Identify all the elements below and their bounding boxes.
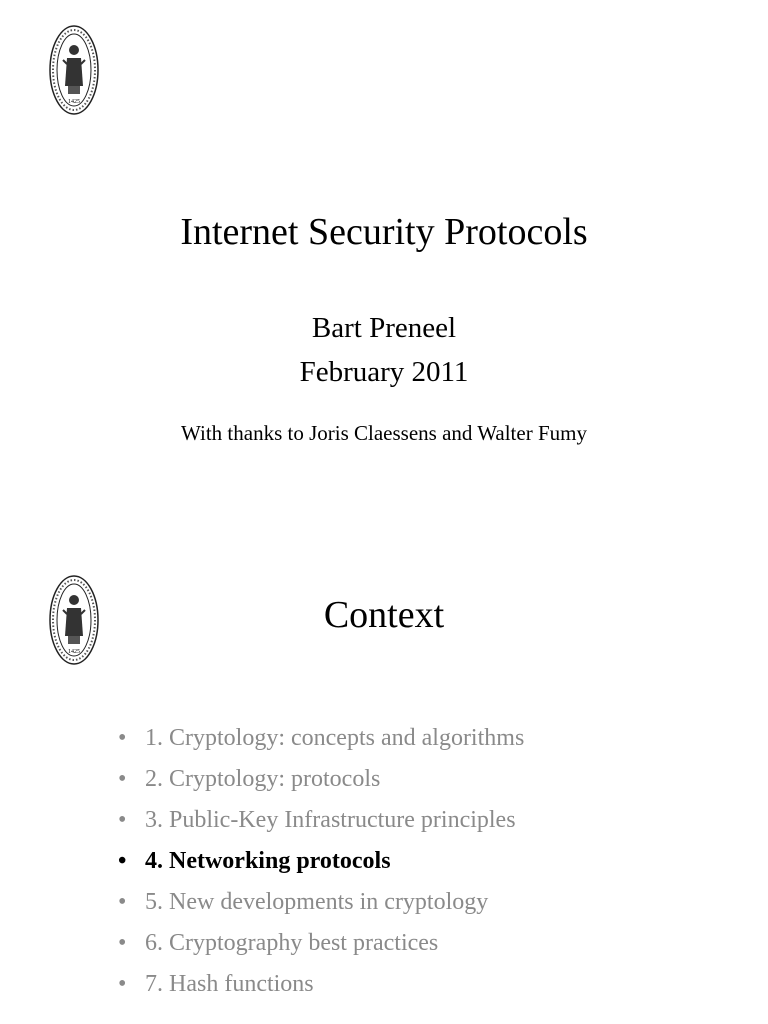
course-outline-list: [118, 726, 524, 1013]
bullet-icon: •: [118, 889, 127, 915]
outline-item-label: 2. Cryptology: protocols: [145, 766, 381, 792]
outline-item-label: 6. Cryptography best practices: [145, 930, 439, 956]
seal-year-text: 1425: [68, 649, 80, 655]
university-seal-logo: [48, 24, 100, 116]
acknowledgements: With thanks to Joris Claessens and Walter Fumy: [181, 421, 587, 445]
outline-item-label: 7. Hash functions: [145, 971, 314, 997]
bullet-icon: •: [118, 725, 127, 751]
outline-item-label: 4. Networking protocols: [145, 848, 391, 874]
author-name: Bart Preneel: [311, 312, 457, 344]
seal-year-text: 1425: [68, 99, 80, 105]
outline-item-label: 1. Cryptology: concepts and algorithms: [145, 725, 525, 751]
outline-item: [118, 726, 524, 767]
outline-item: [118, 931, 524, 972]
outline-item: [118, 890, 524, 931]
outline-item: [118, 808, 524, 849]
outline-item-label: 3. Public-Key Infrastructure principles: [145, 807, 516, 833]
bullet-icon: •: [118, 971, 127, 997]
bullet-icon: •: [118, 930, 127, 956]
presentation-title: Internet Security Protocols: [180, 211, 588, 253]
slide-context: [0, 512, 768, 1024]
slide-heading: Context: [323, 594, 445, 636]
outline-item: [118, 972, 524, 1013]
outline-item: [118, 767, 524, 808]
bullet-icon: •: [118, 807, 127, 833]
bullet-icon: •: [118, 766, 127, 792]
bullet-icon: •: [118, 848, 127, 874]
outline-item-label: 5. New developments in cryptology: [145, 889, 489, 915]
presentation-date: February 2011: [299, 356, 469, 388]
outline-item-current: [118, 849, 524, 890]
